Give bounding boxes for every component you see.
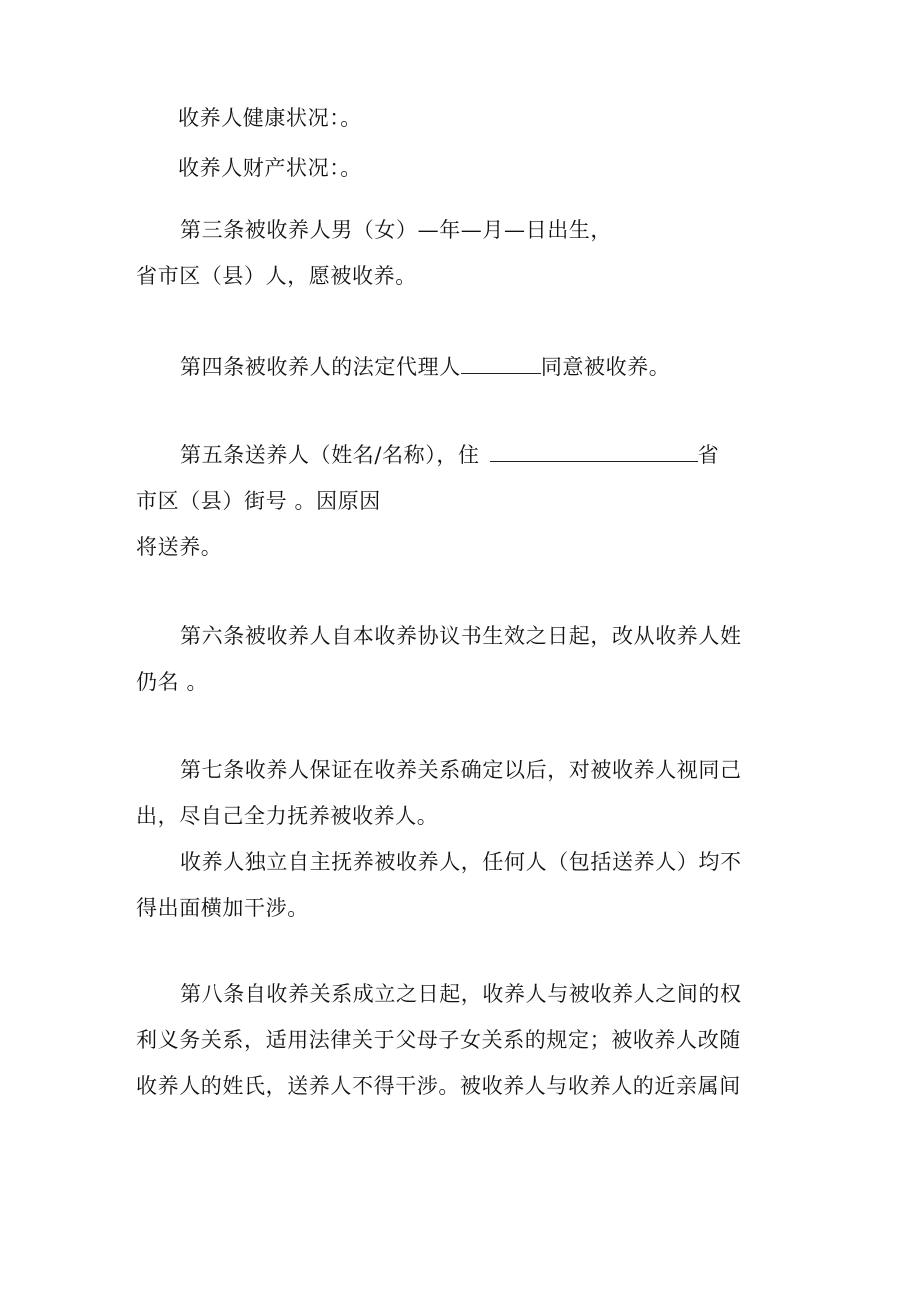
article-6-line-1: 第六条被收养人自本收养协议书生效之日起，改从收养人姓	[180, 624, 742, 648]
article-5-line-1	[180, 441, 719, 469]
address-blank	[490, 441, 698, 462]
article-7-line-4: 得出面横加干涉。	[136, 896, 309, 920]
article-6-line-2: 仍名 。	[136, 670, 209, 694]
article-8-line-3: 收养人的姓氏，送养人不得干涉。被收养人与收养人的近亲属间	[136, 1074, 741, 1098]
article-7-line-1: 第七条收养人保证在收养关系确定以后，对被收养人视同己	[180, 758, 742, 782]
article-5-line-2: 市区（县）街号 。因原因	[136, 489, 381, 513]
article-4-line	[180, 353, 670, 381]
article-3-line-2: 省市区（县）人，愿被收养。	[136, 264, 417, 288]
article-8-line-1: 第八条自收养关系成立之日起，收养人与被收养人之间的权	[180, 982, 742, 1006]
article-4-text-before: 第四条被收养人的法定代理人	[180, 355, 461, 379]
legal-agent-blank	[461, 353, 541, 374]
article-3-line-1: 第三条被收养人男（女）—年—月—日出生，	[180, 218, 612, 242]
article-5-line-3: 将送养。	[136, 535, 223, 559]
article-5-text-before: 第五条送养人（姓名/名称），住	[180, 443, 480, 467]
article-5-text-after: 省	[697, 443, 720, 467]
article-8-line-2: 利义务关系，适用法律关于父母子女关系的规定；被收养人改随	[136, 1028, 741, 1052]
article-7-line-2: 出，尽自己全力抚养被收养人。	[136, 804, 439, 828]
article-4-text-after: 同意被收养。	[540, 355, 671, 379]
health-status-line: 收养人健康状况：。	[178, 106, 362, 130]
property-status-line: 收养人财产状况：。	[178, 156, 362, 180]
article-7-line-3: 收养人独立自主抚养被收养人，任何人（包括送养人）均不	[180, 850, 742, 874]
